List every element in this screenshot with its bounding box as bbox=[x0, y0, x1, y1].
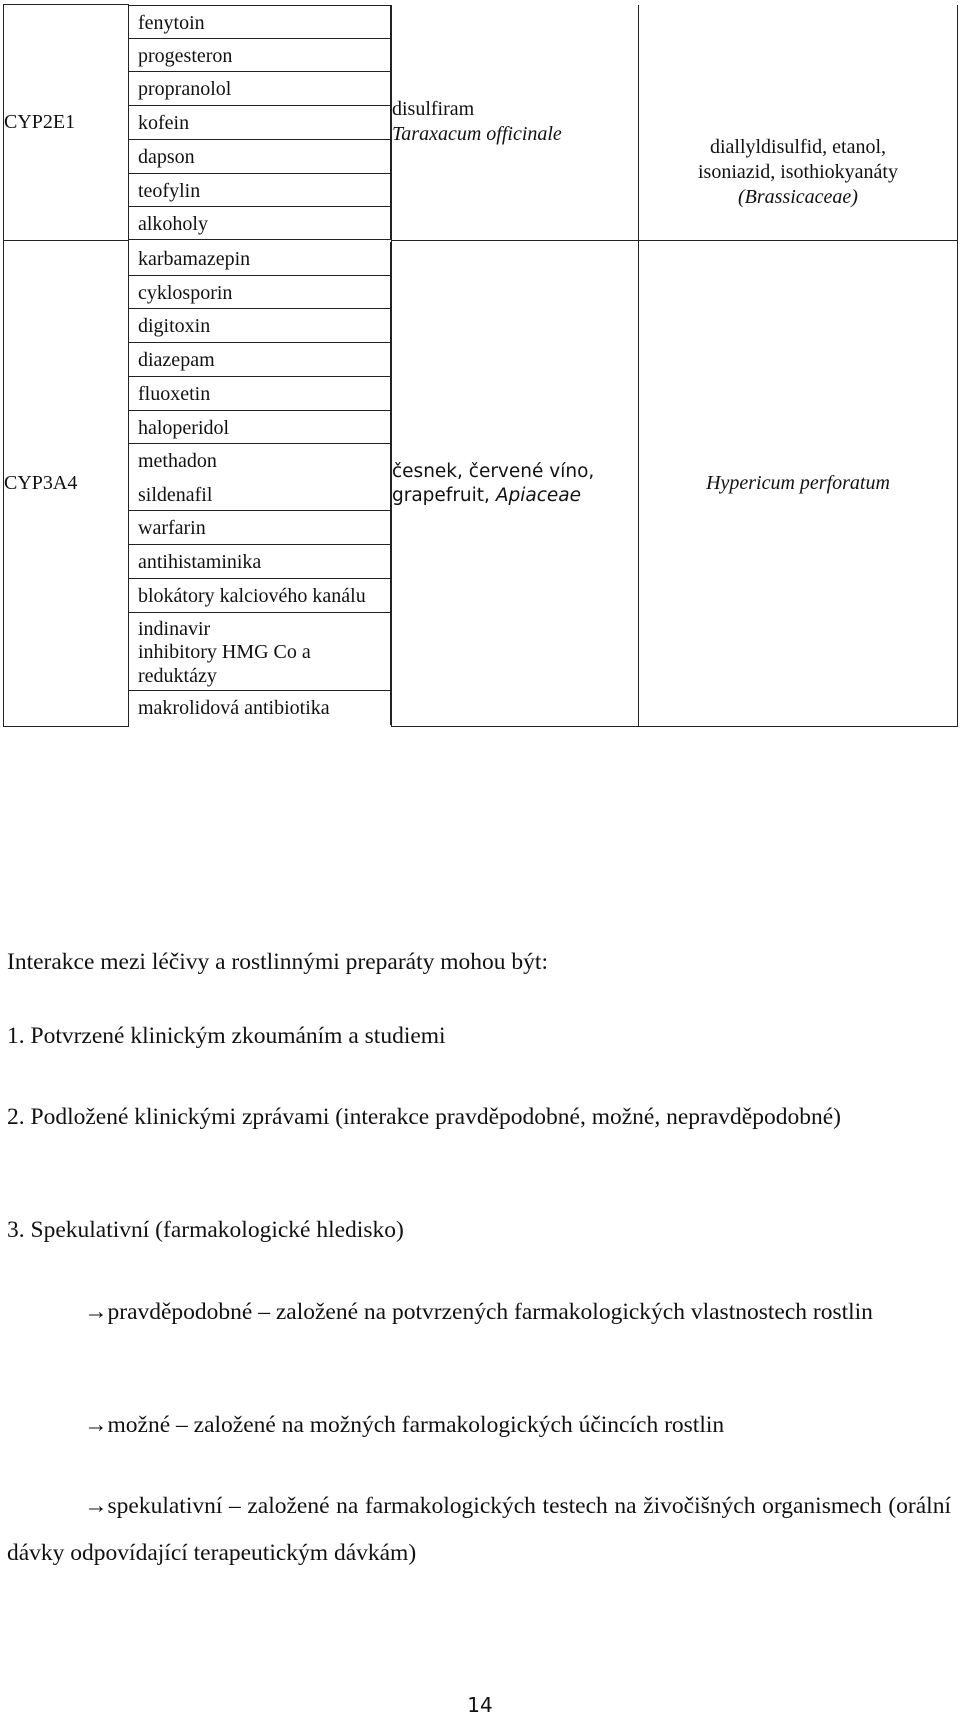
inducer-line: (Brassicaceae) bbox=[738, 185, 858, 208]
inducer-line: Hypericum perforatum bbox=[706, 472, 890, 494]
list-item: diazepam bbox=[129, 343, 391, 377]
list-item: methadon bbox=[129, 444, 391, 478]
page-number: 14 bbox=[467, 1693, 493, 1717]
list-item: haloperidol bbox=[129, 411, 391, 444]
list-item: cyklosporin bbox=[129, 276, 391, 309]
list-item: kofein bbox=[129, 106, 391, 140]
inhibitor-italic: Apiaceae bbox=[495, 484, 581, 506]
substrate-cell bbox=[129, 5, 392, 241]
list-item: antihistaminika bbox=[129, 545, 391, 579]
inducer-cell bbox=[639, 241, 958, 727]
table-row bbox=[4, 241, 958, 727]
list-item: fluoxetin bbox=[129, 377, 391, 411]
substrate-list bbox=[129, 242, 391, 725]
list-item: propranolol bbox=[129, 72, 391, 106]
inducer-cell bbox=[639, 5, 958, 241]
substrate-list bbox=[129, 5, 391, 240]
inhibitor-line bbox=[392, 484, 638, 508]
list-item: digitoxin bbox=[129, 309, 391, 343]
inhibitor-plain: grapefruit, bbox=[392, 484, 496, 506]
list-item: progesteron bbox=[129, 39, 391, 72]
intro-paragraph: Interakce mezi léčivy a rostlinnými preparáty mohou být: bbox=[7, 949, 548, 975]
list-item: inhibitory HMG Co a reduktázy bbox=[129, 640, 391, 691]
inhibitor-cell bbox=[392, 241, 639, 727]
list-item: sildenafil bbox=[129, 478, 391, 511]
enzyme-cell: CYP3A4 bbox=[4, 241, 129, 727]
list-item-1: 1. Potvrzené klinickým zkoumáním a studiemi bbox=[7, 1023, 446, 1049]
list-item-2: 2. Podložené klinickými zprávami (interakce pravděpodobné, možné, nepravděpodobné) bbox=[7, 1104, 841, 1130]
list-item: alkoholy bbox=[129, 207, 391, 240]
list-item: warfarin bbox=[129, 511, 391, 545]
list-item: karbamazepin bbox=[129, 242, 391, 276]
substrate-cell bbox=[129, 241, 392, 727]
list-item: makrolidová antibiotika bbox=[129, 691, 391, 725]
inhibitor-line: česnek, červené víno, bbox=[392, 460, 595, 482]
inhibitor-line: disulfiram bbox=[392, 98, 475, 121]
list-item: teofylin bbox=[129, 174, 391, 207]
list-item: fenytoin bbox=[129, 5, 391, 39]
sub-item-probable: →pravděpodobné – založené na potvrzených farmakologických vlastnostech rostlin bbox=[84, 1299, 873, 1325]
inhibitor-cell bbox=[392, 5, 639, 241]
list-item: dapson bbox=[129, 140, 391, 174]
inducer-line: isoniazid, isothiokyanáty bbox=[698, 160, 898, 183]
sub-item-possible: →možné – založené na možných farmakologických účincích rostlin bbox=[84, 1412, 725, 1438]
list-item: blokátory kalciového kanálu bbox=[129, 579, 391, 613]
list-item: indinavir bbox=[129, 613, 391, 640]
inducer-line: diallyldisulfid, etanol, bbox=[709, 135, 887, 158]
sub-item-speculative: →spekulativní – založené na farmakologických testech na živočišných organismech (orální dávky odpovídající terapeutickým dávkám) bbox=[7, 1493, 951, 1566]
enzyme-cell: CYP2E1 bbox=[4, 5, 129, 241]
cyp-interaction-table bbox=[3, 4, 958, 727]
list-item-3: 3. Spekulativní (farmakologické hledisko) bbox=[7, 1217, 404, 1243]
table-row bbox=[4, 5, 958, 241]
inhibitor-line: Taraxacum officinale bbox=[392, 123, 562, 146]
